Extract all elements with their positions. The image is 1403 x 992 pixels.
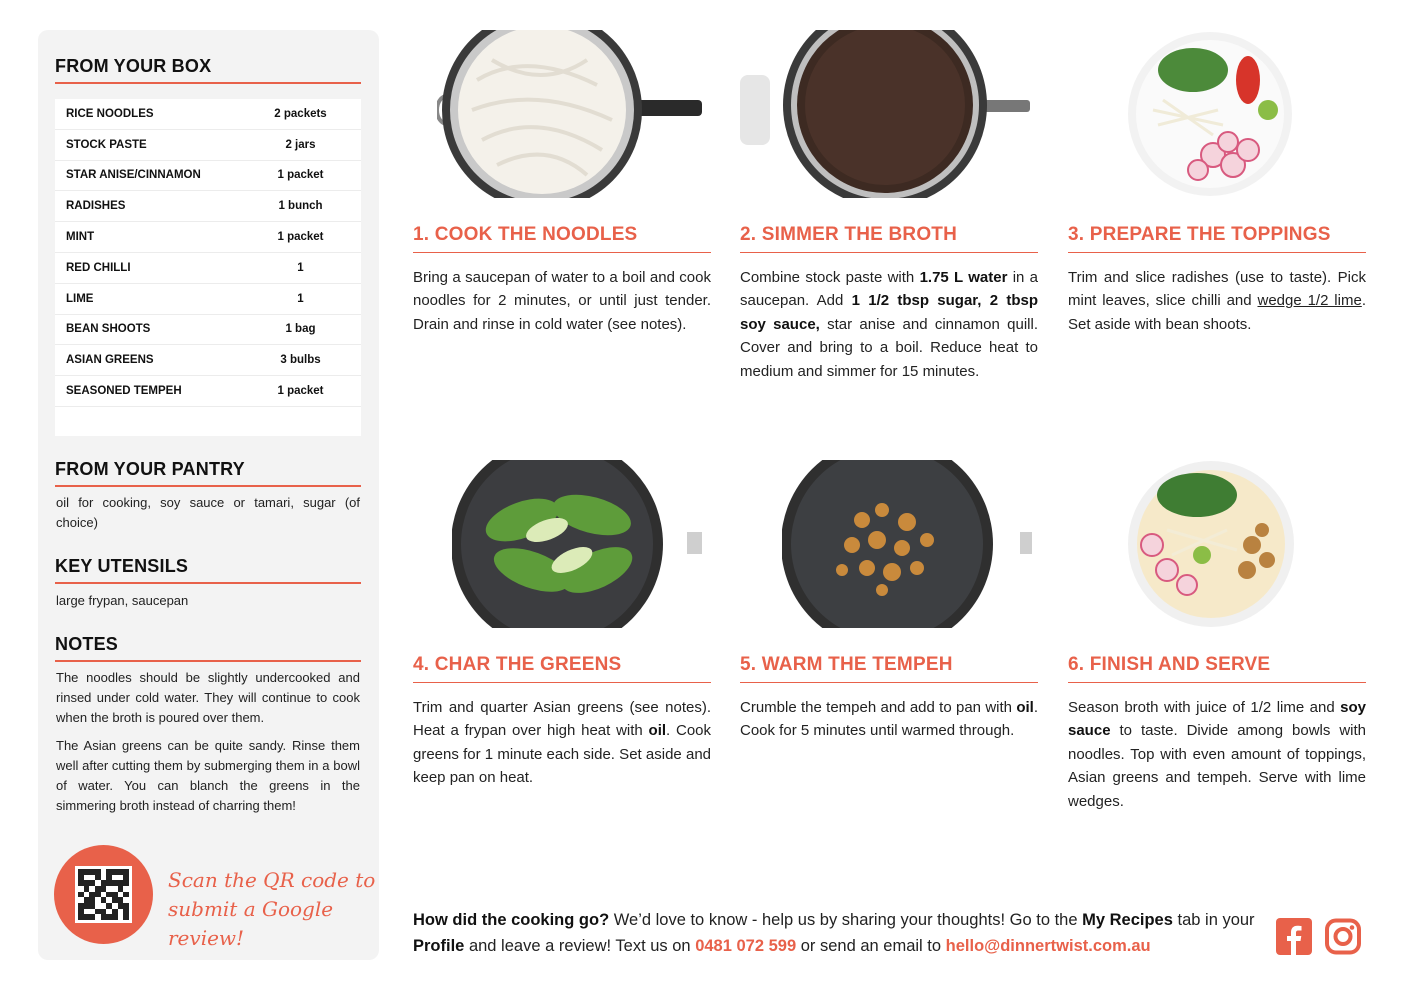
- qr-badge[interactable]: [54, 845, 153, 944]
- box-heading: FROM YOUR BOX: [55, 56, 212, 76]
- box-item-row: [55, 191, 361, 222]
- text-segment: oil: [648, 722, 667, 740]
- box-item-name: RADISHES: [66, 200, 126, 213]
- review-footer: [413, 908, 1263, 959]
- step-6-body: [1068, 696, 1366, 813]
- box-item-qty: 1 packet: [277, 231, 324, 244]
- text-segment: 1.75 L water: [919, 269, 1008, 286]
- text-segment: wedge 1/2 lime: [1257, 292, 1362, 310]
- box-item-qty: 2 jars: [285, 138, 316, 151]
- finished-bowl-photo: [1127, 460, 1295, 628]
- text-segment: Crumble the tempeh and add to pan with: [740, 699, 1017, 716]
- sidebar: [38, 30, 379, 960]
- box-item-name: SEASONED TEMPEH: [66, 385, 182, 398]
- text-segment: Bring a saucepan of water to a boil and cook noodles for 2 minutes, or until just tender. Drain and rinse in cold water (see notes).: [413, 269, 711, 333]
- box-ingredients-table: [55, 99, 361, 436]
- box-item-name: MINT: [66, 231, 95, 244]
- box-item-qty: 1 bunch: [278, 200, 323, 213]
- text-segment: My Recipes: [1082, 911, 1173, 929]
- toppings-plate-photo: [1128, 30, 1293, 198]
- text-segment: How did the cooking go?: [413, 911, 610, 929]
- qr-module: [123, 914, 129, 920]
- step-2-title: 2. SIMMER THE BROTH: [740, 224, 1038, 253]
- box-item-qty: 2 packets: [274, 107, 327, 120]
- step-4-title: 4. CHAR THE GREENS: [413, 654, 711, 683]
- qr-caption-line2: submit a Google review!: [168, 897, 334, 950]
- note-1: The noodles should be slightly undercooked and rinsed under cold water. They will continue to cook when the broth is poured over them.: [56, 670, 360, 725]
- box-heading-rule: [55, 82, 361, 84]
- text-segment: 1 1/2 tbsp sugar, 2 tbsp soy sauce,: [740, 292, 1039, 333]
- text-segment: or send an email to: [796, 936, 946, 955]
- note-2: The Asian greens can be quite sandy. Rinse them well after cutting them by submerging them in a bowl of water. You can blanch the greens in the simmering broth instead of charring them!: [56, 738, 360, 813]
- text-segment: Trim and slice radishes (use to taste). Pick mint leaves, slice chilli and: [1068, 269, 1366, 310]
- utensils-text: large frypan, saucepan: [56, 593, 189, 608]
- noodles-saucepan-photo: [437, 30, 702, 198]
- text-segment: Season broth with juice of 1/2 lime and: [1068, 699, 1341, 716]
- step-3-body: [1068, 266, 1366, 336]
- box-item-name: LIME: [66, 292, 94, 305]
- step-1-title: 1. COOK THE NOODLES: [413, 224, 711, 253]
- text-segment: . Cook for 5 minutes until warmed through.: [740, 699, 1038, 740]
- step-5-title: 5. WARM THE TEMPEH: [740, 654, 1038, 683]
- notes-heading: NOTES: [55, 634, 119, 654]
- box-item-qty: 1 packet: [277, 169, 324, 182]
- box-item-qty: 1: [297, 292, 304, 305]
- utensils-heading-rule: [55, 582, 361, 584]
- pantry-text: oil for cooking, soy sauce or tamari, sugar (of choice): [56, 495, 360, 530]
- text-segment: in a saucepan. Add: [740, 269, 1038, 310]
- tempeh-frypan-photo: [782, 460, 1032, 628]
- box-item-row: [55, 376, 361, 407]
- text-segment: Trim and quarter Asian greens (see notes). Heat a frypan over high heat with: [413, 699, 711, 740]
- box-item-name: STOCK PASTE: [66, 138, 147, 151]
- greens-frypan-photo: [452, 460, 702, 628]
- step-6-title: 6. FINISH AND SERVE: [1068, 654, 1366, 683]
- box-item-qty: 3 bulbs: [280, 354, 321, 367]
- box-item-qty: 1: [297, 261, 304, 274]
- text-segment: . Cook greens for 1 minute each side. Set aside and keep pan on heat.: [413, 722, 712, 787]
- box-item-name: RED CHILLI: [66, 261, 131, 274]
- text-segment: Combine stock paste with: [740, 269, 920, 286]
- pantry-heading: FROM YOUR PANTRY: [55, 459, 245, 479]
- box-item-row: [55, 130, 361, 161]
- box-item-name: ASIAN GREENS: [66, 354, 154, 367]
- box-item-row: [55, 99, 361, 130]
- box-item-row: [55, 284, 361, 315]
- instagram-icon[interactable]: [1325, 918, 1361, 955]
- box-item-row: [55, 161, 361, 192]
- broth-saucepan-photo: [740, 30, 1030, 198]
- box-item-row: [55, 345, 361, 376]
- text-segment: Profile: [413, 936, 465, 955]
- box-item-name: BEAN SHOOTS: [66, 323, 151, 336]
- step-5-body: [740, 696, 1038, 743]
- box-item-row: [55, 253, 361, 284]
- step-2-body: [740, 266, 1038, 383]
- box-item-row: [55, 315, 361, 346]
- qr-caption: [168, 866, 379, 953]
- qr-code-icon[interactable]: [75, 866, 132, 923]
- step-1-body: [413, 266, 711, 336]
- text-segment: We’d love to know - help us by sharing your thoughts! Go to the: [609, 911, 1083, 929]
- step-4-body: [413, 696, 711, 790]
- text-segment: tab in your: [1172, 911, 1255, 929]
- qr-caption-line1: Scan the QR code to: [168, 868, 376, 892]
- box-item-qty: 1 packet: [277, 385, 324, 398]
- facebook-icon[interactable]: [1276, 918, 1312, 955]
- utensils-heading: KEY UTENSILS: [55, 556, 189, 576]
- contact-link[interactable]: hello@dinnertwist.com.au: [945, 936, 1151, 955]
- text-segment: oil: [1016, 699, 1034, 716]
- contact-link[interactable]: 0481 072 599: [695, 936, 797, 955]
- text-segment: star anise and cinnamon quill. Cover and bring to a boil. Reduce heat to medium and simmer for 15 minutes.: [740, 315, 1038, 380]
- box-item-name: STAR ANISE/CINNAMON: [66, 169, 201, 182]
- step-3-title: 3. PREPARE THE TOPPINGS: [1068, 224, 1366, 253]
- box-item-qty: 1 bag: [285, 323, 316, 336]
- pantry-heading-rule: [55, 485, 361, 487]
- box-item-name: RICE NOODLES: [66, 107, 154, 120]
- text-segment: and leave a review! Text us on: [464, 936, 696, 955]
- box-item-row: [55, 222, 361, 253]
- text-segment: . Set aside with bean shoots.: [1068, 292, 1366, 333]
- text-segment: to taste. Divide among bowls with noodles. Top with even amount of toppings, Asian greens and tempeh. Serve with lime wedges.: [1068, 722, 1366, 810]
- text-segment: soy sauce: [1068, 699, 1366, 740]
- notes-heading-rule: [55, 660, 361, 662]
